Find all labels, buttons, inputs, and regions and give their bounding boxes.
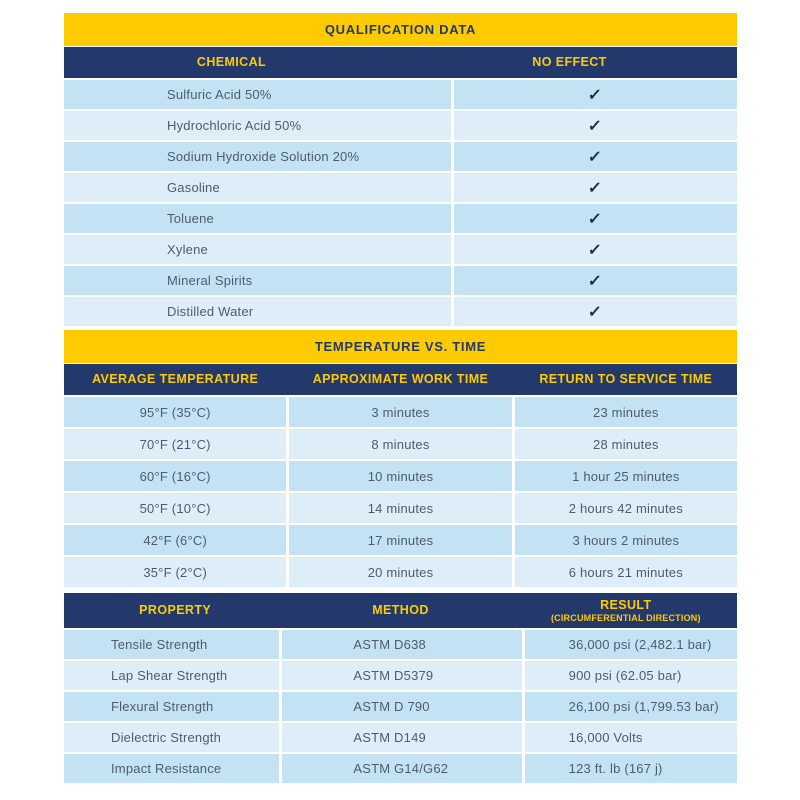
result-cell: 900 psi (62.05 bar) [525, 661, 737, 690]
temperature-row [64, 397, 737, 427]
return-to-service-time-cell: 6 hours 21 minutes [515, 557, 737, 587]
checkmark-icon: ✓ [587, 179, 603, 197]
checkmark-icon: ✓ [587, 303, 603, 321]
chemical-table-body [64, 80, 737, 326]
result-cell: 123 ft. lb (167 j) [525, 754, 737, 783]
temperature-row [64, 557, 737, 587]
temperature-row [64, 525, 737, 555]
chemical-row [64, 266, 737, 295]
result-cell: 26,100 psi (1,799.53 bar) [525, 692, 737, 721]
chemical-name-cell: Xylene [64, 235, 451, 264]
property-row [64, 661, 737, 690]
average-temperature-cell: 50°F (10°C) [64, 493, 286, 523]
temperature-table-header [64, 364, 737, 395]
chemical-name-cell: Hydrochloric Acid 50% [64, 111, 451, 140]
property-row [64, 723, 737, 752]
average-temperature-cell: 95°F (35°C) [64, 397, 286, 427]
checkmark-icon: ✓ [587, 210, 603, 228]
result-column-header [515, 593, 737, 628]
no-effect-cell [454, 266, 738, 295]
approximate-work-time-column-header: APPROXIMATE WORK TIME [312, 372, 489, 387]
method-column-header: METHOD [372, 603, 429, 618]
chemical-row [64, 235, 737, 264]
return-to-service-time-cell: 3 hours 2 minutes [515, 525, 737, 555]
no-effect-cell [454, 235, 738, 264]
chemical-row [64, 204, 737, 233]
chemical-row [64, 173, 737, 202]
no-effect-cell [454, 173, 738, 202]
no-effect-column-header: NO EFFECT [532, 55, 607, 70]
temperature-row [64, 461, 737, 491]
property-table-header [64, 593, 737, 628]
qualification-data-title: QUALIFICATION DATA [324, 22, 477, 37]
approximate-work-time-cell: 20 minutes [289, 557, 511, 587]
return-to-service-time-cell: 1 hour 25 minutes [515, 461, 737, 491]
property-name-cell: Lap Shear Strength [64, 661, 279, 690]
result-column-header-main: RESULT [600, 598, 652, 613]
temperature-vs-time-section [64, 330, 737, 587]
method-cell: ASTM D149 [282, 723, 521, 752]
no-effect-cell [454, 204, 738, 233]
approximate-work-time-cell: 3 minutes [289, 397, 511, 427]
qualification-data-section [64, 13, 737, 326]
approximate-work-time-cell: 14 minutes [289, 493, 511, 523]
property-row [64, 630, 737, 659]
approximate-work-time-cell: 17 minutes [289, 525, 511, 555]
checkmark-icon: ✓ [587, 86, 603, 104]
chemical-row [64, 297, 737, 326]
return-to-service-time-column-header: RETURN TO SERVICE TIME [539, 372, 713, 387]
property-row [64, 692, 737, 721]
checkmark-icon: ✓ [587, 241, 603, 259]
chemical-name-cell: Sulfuric Acid 50% [64, 80, 451, 109]
temperature-vs-time-banner [64, 330, 737, 363]
method-cell: ASTM D638 [282, 630, 521, 659]
result-cell: 36,000 psi (2,482.1 bar) [525, 630, 737, 659]
average-temperature-cell: 42°F (6°C) [64, 525, 286, 555]
chemical-row [64, 80, 737, 109]
property-row [64, 754, 737, 783]
return-to-service-time-cell: 28 minutes [515, 429, 737, 459]
property-name-cell: Tensile Strength [64, 630, 279, 659]
chemical-name-cell: Sodium Hydroxide Solution 20% [64, 142, 451, 171]
result-column-header-sub: (CIRCUMFERENTIAL DIRECTION) [550, 612, 701, 623]
temperature-row [64, 493, 737, 523]
method-cell: ASTM D5379 [282, 661, 521, 690]
chemical-column-header: CHEMICAL [196, 55, 267, 70]
temperature-row [64, 429, 737, 459]
no-effect-cell [454, 297, 738, 326]
approximate-work-time-cell: 10 minutes [289, 461, 511, 491]
property-name-cell: Dielectric Strength [64, 723, 279, 752]
chemical-name-cell: Toluene [64, 204, 451, 233]
average-temperature-cell: 60°F (16°C) [64, 461, 286, 491]
method-cell: ASTM D 790 [282, 692, 521, 721]
chemical-table-header [64, 47, 737, 78]
chemical-name-cell: Distilled Water [64, 297, 451, 326]
temperature-table-body [64, 397, 737, 587]
average-temperature-cell: 35°F (2°C) [64, 557, 286, 587]
no-effect-cell [454, 111, 738, 140]
result-cell: 16,000 Volts [525, 723, 737, 752]
average-temperature-column-header: AVERAGE TEMPERATURE [92, 372, 259, 387]
chemical-name-cell: Gasoline [64, 173, 451, 202]
return-to-service-time-cell: 2 hours 42 minutes [515, 493, 737, 523]
method-cell: ASTM G14/G62 [282, 754, 521, 783]
property-name-cell: Flexural Strength [64, 692, 279, 721]
no-effect-cell [454, 80, 738, 109]
checkmark-icon: ✓ [587, 117, 603, 135]
no-effect-cell [454, 142, 738, 171]
chemical-name-cell: Mineral Spirits [64, 266, 451, 295]
property-section [64, 593, 737, 783]
property-name-cell: Impact Resistance [64, 754, 279, 783]
chemical-row [64, 142, 737, 171]
qualification-data-banner [64, 13, 737, 46]
property-table-body [64, 630, 737, 783]
chemical-row [64, 111, 737, 140]
checkmark-icon: ✓ [587, 148, 603, 166]
property-column-header: PROPERTY [139, 603, 212, 618]
approximate-work-time-cell: 8 minutes [289, 429, 511, 459]
return-to-service-time-cell: 23 minutes [515, 397, 737, 427]
checkmark-icon: ✓ [587, 272, 603, 290]
temperature-vs-time-title: TEMPERATURE VS. TIME [314, 339, 487, 354]
average-temperature-cell: 70°F (21°C) [64, 429, 286, 459]
